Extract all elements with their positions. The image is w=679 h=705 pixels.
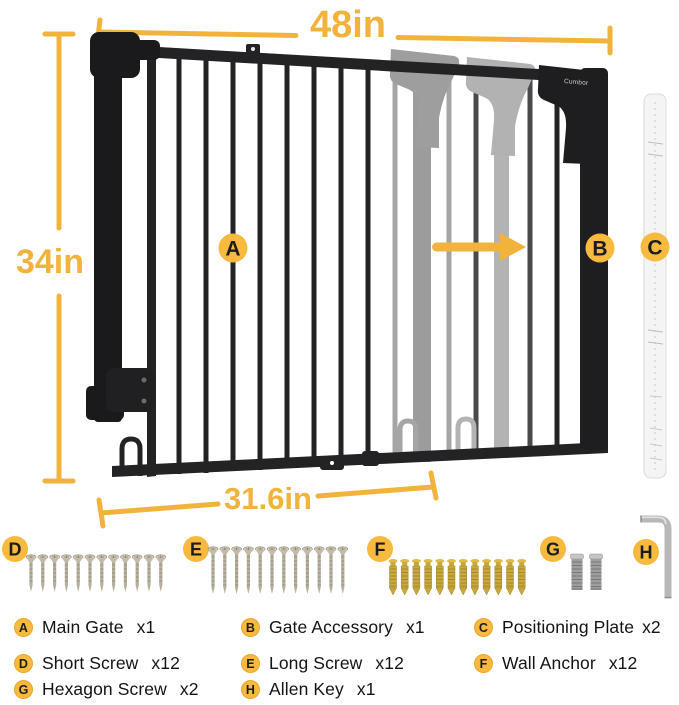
- short-screw: [97, 555, 107, 592]
- legend-name: Short Screw: [42, 653, 139, 673]
- svg-text:C: C: [647, 236, 663, 260]
- callout-a: [219, 234, 248, 263]
- legend-item-wall-anchor: [474, 653, 637, 674]
- positioning-plate: [644, 94, 666, 478]
- long-screw: [208, 547, 218, 594]
- hexagon-screws: [571, 554, 603, 590]
- svg-text:E: E: [189, 539, 203, 560]
- legend-name: Allen Key: [269, 679, 344, 699]
- brand-on-handle-3: Cumbor: [563, 77, 589, 88]
- short-screw: [73, 555, 83, 592]
- legend-item-positioning-plate: [474, 617, 661, 638]
- gate-accessory-ghost: [390, 49, 535, 463]
- long-screw: [314, 547, 324, 594]
- short-screw: [85, 555, 95, 592]
- short-screw: [109, 555, 119, 592]
- legend-qty: x2: [642, 617, 661, 637]
- short-screw: [120, 555, 130, 592]
- wall-anchor: [412, 559, 421, 595]
- legend-item-hexagon-screw: [14, 679, 199, 700]
- hexagon-screw: [571, 554, 584, 590]
- gate-width-label: 31.6in: [224, 481, 312, 516]
- hexagon-screw: [590, 554, 603, 590]
- height-label: 34in: [15, 243, 85, 281]
- legend-name: Wall Anchor: [502, 653, 596, 673]
- legend-name: Long Screw: [269, 653, 363, 673]
- wall-anchors: [389, 559, 527, 595]
- legend-badge-g: G: [14, 680, 33, 699]
- legend-item-allen-key: [241, 679, 376, 700]
- callout-d: [2, 536, 28, 562]
- legend-qty: x1: [405, 617, 425, 637]
- long-screw: [279, 547, 289, 594]
- svg-text:A: A: [225, 237, 241, 261]
- legend-item-gate-accessory: [241, 617, 425, 638]
- legend-name: Hexagon Screw: [42, 679, 167, 699]
- legend-item-short-screw: [14, 653, 180, 674]
- legend-badge-c: C: [474, 618, 493, 637]
- wall-anchor: [506, 559, 515, 595]
- legend-name: Main Gate: [42, 617, 124, 637]
- callout-e: [183, 536, 209, 562]
- long-screw: [232, 547, 242, 594]
- short-screw: [144, 555, 154, 592]
- long-screw: [220, 547, 230, 594]
- legend-qty: x12: [375, 653, 404, 673]
- callout-c: [641, 233, 670, 262]
- svg-text:F: F: [374, 539, 386, 560]
- legend-badge-d: D: [14, 654, 33, 673]
- long-screw: [255, 547, 265, 594]
- long-screw: [243, 547, 253, 594]
- wall-anchor: [494, 559, 503, 595]
- legend-qty: x2: [179, 679, 199, 699]
- long-screws: [208, 547, 348, 594]
- callout-h: [633, 539, 659, 565]
- long-screw: [302, 547, 312, 594]
- callout-g: [540, 536, 566, 562]
- legend-name: Gate Accessory: [269, 617, 393, 637]
- legend-badge-a: A: [14, 618, 33, 637]
- legend-qty: x1: [356, 679, 376, 699]
- short-screw: [38, 555, 48, 592]
- svg-text:B: B: [592, 237, 608, 261]
- short-screw: [50, 555, 60, 592]
- legend-badge-e: E: [241, 654, 260, 673]
- long-screw: [326, 547, 336, 594]
- legend-badge-b: B: [241, 618, 260, 637]
- legend-name: Positioning Plate: [502, 617, 635, 637]
- callout-f: [367, 536, 393, 562]
- wall-anchor: [470, 559, 479, 595]
- wall-anchor: [459, 559, 468, 595]
- legend-qty: x12: [151, 653, 180, 673]
- wall-anchor: [482, 559, 491, 595]
- wall-anchor: [389, 559, 398, 595]
- wall-anchor: [517, 559, 526, 595]
- wall-anchor: [447, 559, 456, 595]
- short-screws: [26, 555, 166, 592]
- expand-arrow-icon: [432, 233, 526, 261]
- callout-b: [586, 234, 615, 263]
- wall-anchor: [424, 559, 433, 595]
- svg-text:H: H: [639, 542, 653, 563]
- legend-qty: x12: [608, 653, 638, 673]
- long-screw: [267, 547, 277, 594]
- overall-width-label: 48in: [309, 4, 387, 46]
- long-screw: [338, 547, 348, 594]
- short-screw: [156, 555, 166, 592]
- legend-badge-h: H: [241, 680, 260, 699]
- legend-qty: x1: [136, 617, 156, 637]
- wall-anchor: [435, 559, 444, 595]
- wall-anchor: [400, 559, 409, 595]
- legend-item-long-screw: [241, 653, 404, 674]
- long-screw: [291, 547, 301, 594]
- svg-text:D: D: [8, 539, 22, 560]
- legend-badge-f: F: [474, 654, 493, 673]
- svg-text:G: G: [545, 539, 561, 560]
- short-screw: [61, 555, 71, 592]
- short-screw: [132, 555, 142, 592]
- legend-item-main-gate: [14, 617, 155, 638]
- short-screw: [26, 555, 36, 592]
